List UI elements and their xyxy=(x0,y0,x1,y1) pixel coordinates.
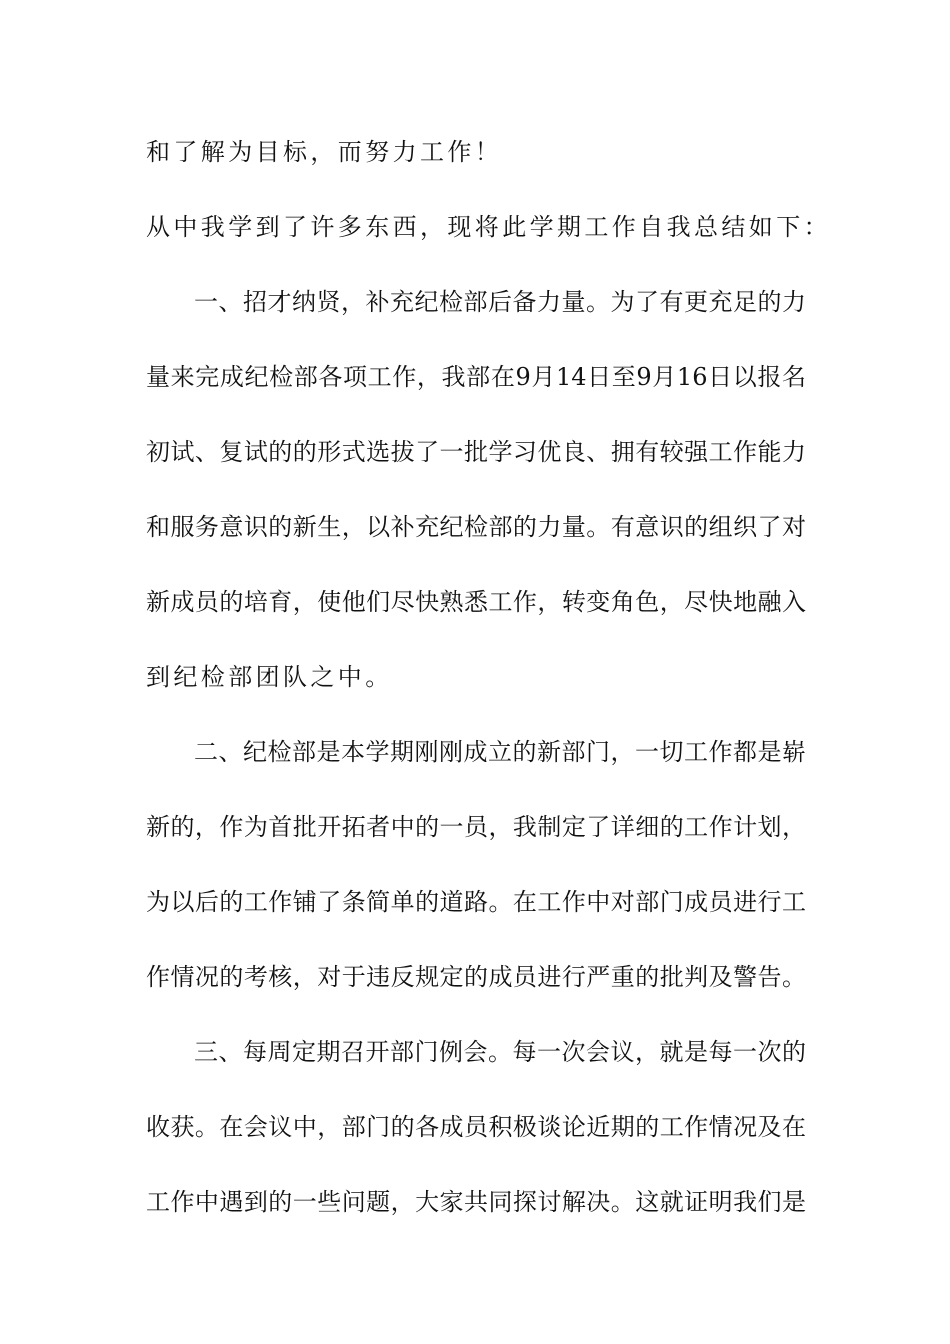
text-line: 为以后的工作铺了条简单的道路。在工作中对部门成员进行工 xyxy=(146,888,806,916)
text-line: 新成员的培育，使他们尽快熟悉工作，转变角色，尽快地融入 xyxy=(146,588,806,616)
text-line: 和服务意识的新生，以补充纪检部的力量。有意识的组织了对 xyxy=(146,513,806,541)
text-line: 工作中遇到的一些问题，大家共同探讨解决。这就证明我们是 xyxy=(146,1188,806,1216)
paragraph-first-line: 一、招才纳贤，补充纪检部后备力量。为了有更充足的力 xyxy=(194,288,806,316)
text-line: 从中我学到了许多东西，现将此学期工作自我总结如下： xyxy=(146,213,831,241)
text-line: 量来完成纪检部各项工作，我部在9月14日至9月16日以报名 xyxy=(146,363,806,391)
text-line: 初试、复试的的形式选拔了一批学习优良、拥有较强工作能力 xyxy=(146,438,806,466)
text-line: 作情况的考核，对于违反规定的成员进行严重的批判及警告。 xyxy=(146,963,806,991)
text-line: 新的，作为首批开拓者中的一员，我制定了详细的工作计划， xyxy=(146,813,806,841)
document-body xyxy=(146,127,831,1252)
text-line: 收获。在会议中，部门的各成员积极谈论近期的工作情况及在 xyxy=(146,1113,806,1141)
text-line: 和了解为目标，而努力工作！ xyxy=(146,138,503,166)
text-line: 到纪检部团队之中。 xyxy=(146,663,393,691)
paragraph-first-line: 二、纪检部是本学期刚刚成立的新部门，一切工作都是崭 xyxy=(194,738,806,766)
paragraph-first-line: 三、每周定期召开部门例会。每一次会议，就是每一次的 xyxy=(194,1038,806,1066)
